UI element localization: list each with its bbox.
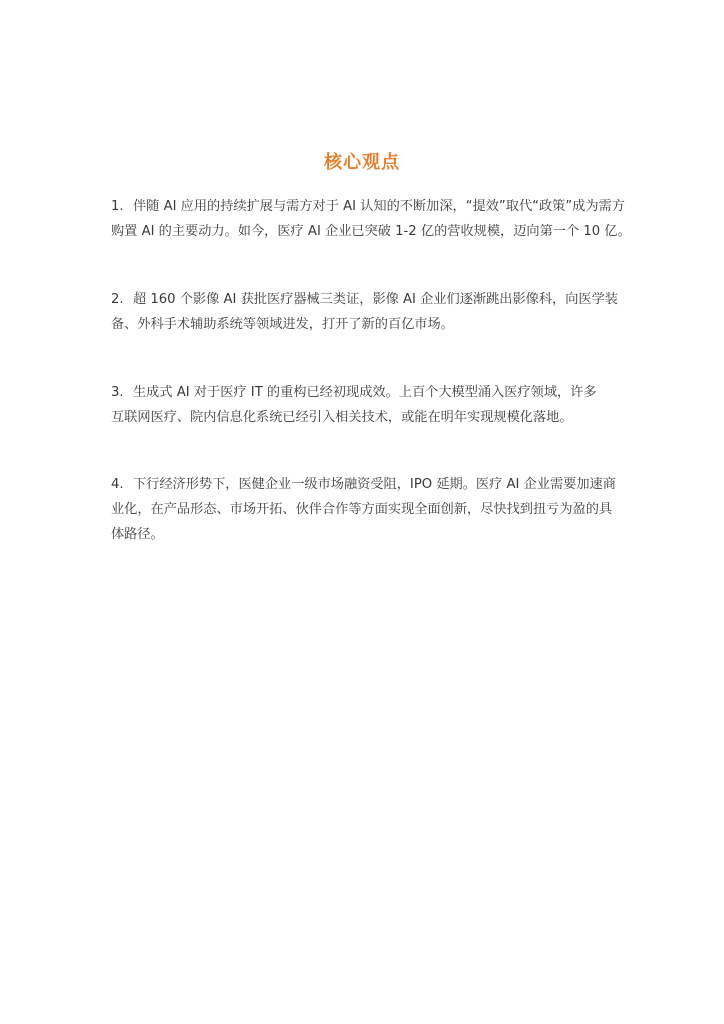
- key-point-2-number: 2.: [111, 292, 124, 307]
- key-point-3: [111, 380, 621, 430]
- key-point-4-number: 4.: [111, 477, 124, 492]
- key-point-1-number: 1.: [111, 199, 124, 214]
- key-point-2-text-1: 超 160 个影像 AI 获批医疗器械三类证，影像 AI 企业们逐渐跳出影像科，向医学装: [133, 292, 618, 307]
- key-point-1-text-1: 伴随 AI 应用的持续扩展与需方对于 AI 认知的不断加深，“提效”取代“政策”成为需方: [133, 199, 625, 214]
- key-point-2-line-2: 备、外科手术辅助系统等领域进发，打开了新的百亿市场。: [111, 317, 454, 332]
- key-point-4: [111, 472, 621, 547]
- key-point-4-line-3: 体路径。: [111, 527, 164, 542]
- key-point-4-text-1: 下行经济形势下，医健企业一级市场融资受阻，IPO 延期。医疗 AI 企业需要加速商: [133, 477, 616, 492]
- key-point-1-line-2: 购置 AI 的主要动力。如今，医疗 AI 企业已突破 1-2 亿的营收规模，迈向第一个 10 亿。: [111, 224, 631, 239]
- key-point-3-line-1: [111, 380, 621, 405]
- key-point-4-line-1: [111, 472, 621, 497]
- key-point-3-text-1: 生成式 AI 对于医疗 IT 的重构已经初现成效。上百个大模型涌入医疗领域，许多: [133, 385, 597, 400]
- key-point-1-line-1: [111, 194, 625, 219]
- key-point-3-line-2: 互联网医疗、院内信息化系统已经引入相关技术，或能在明年实现规模化落地。: [111, 410, 573, 425]
- key-point-2-line-1: [111, 287, 621, 312]
- key-point-3-number: 3.: [111, 385, 124, 400]
- key-point-4-line-2: 业化，在产品形态、市场开拓、伙伴合作等方面实现全面创新，尽快找到扭亏为盈的具: [111, 502, 613, 517]
- key-point-2: [111, 287, 621, 337]
- key-point-1: [111, 194, 631, 244]
- page-title: 核心观点: [324, 152, 400, 173]
